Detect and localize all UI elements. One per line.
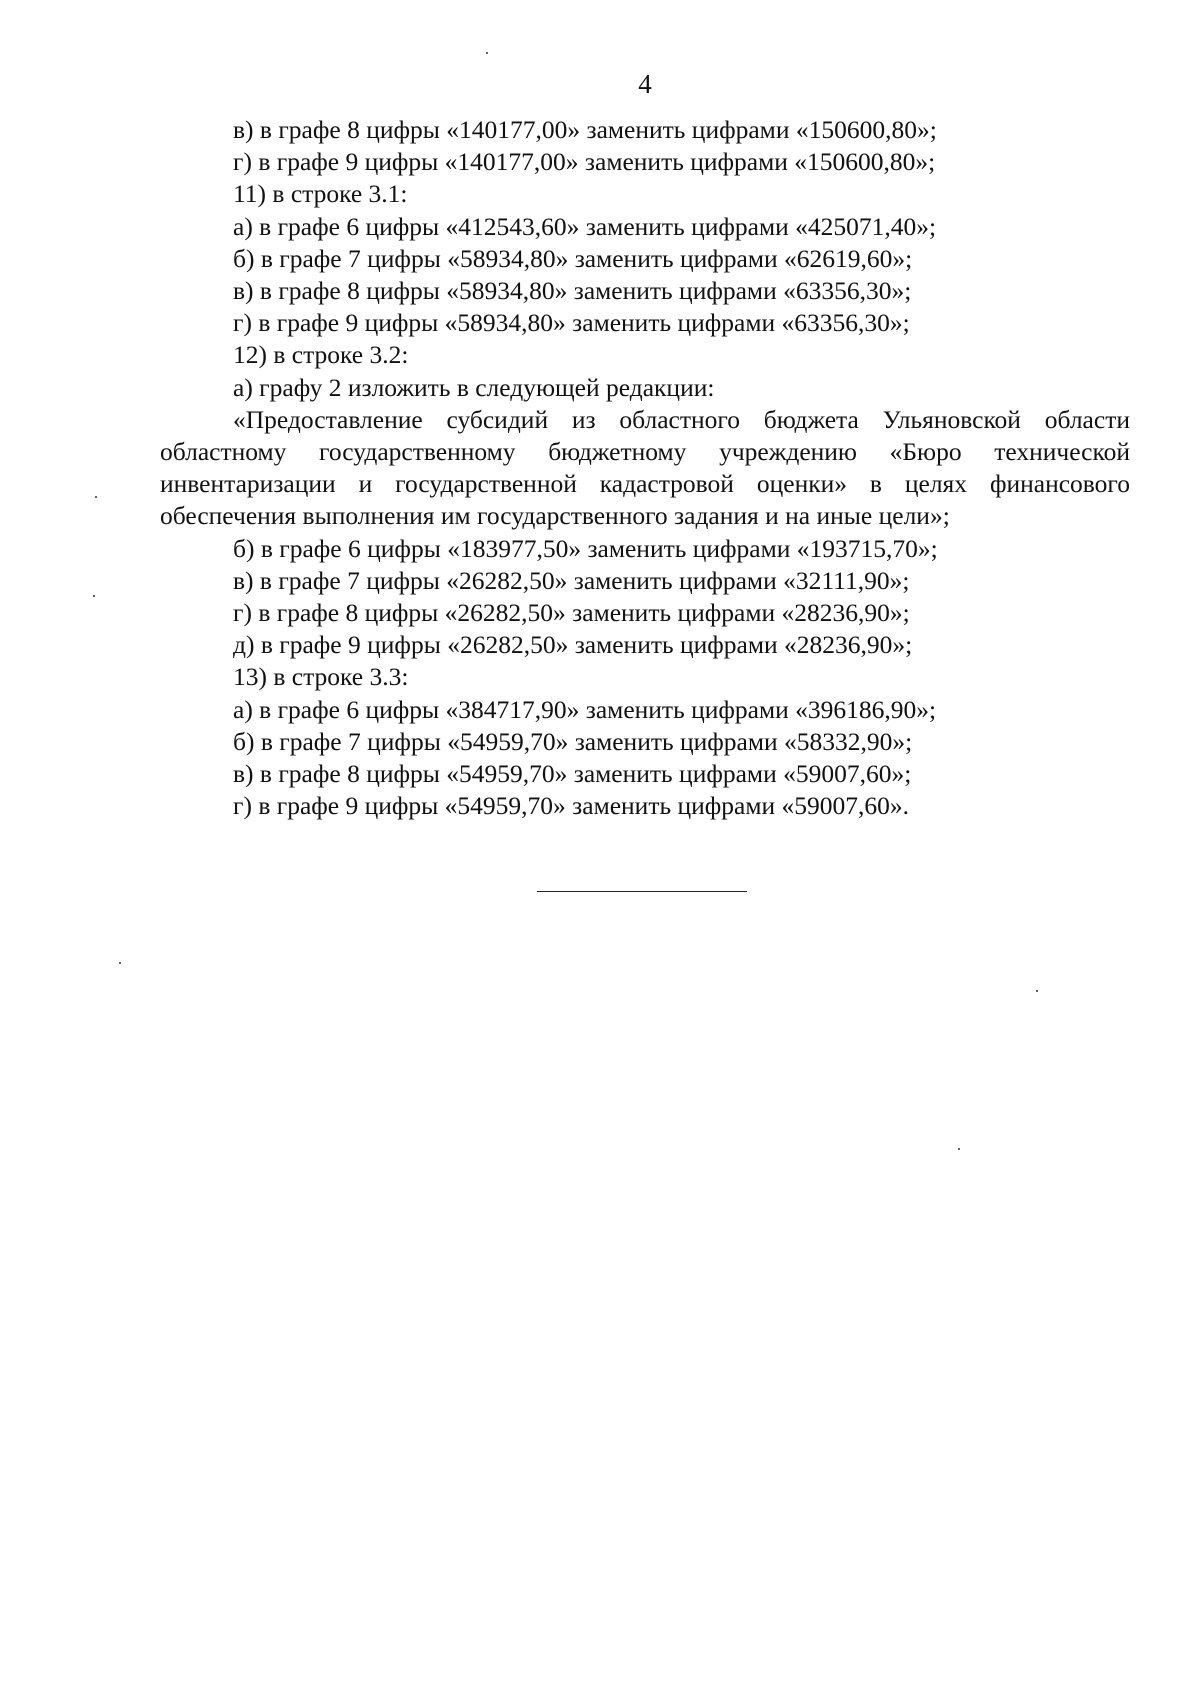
scan-speck (1036, 990, 1038, 992)
scan-speck (93, 595, 95, 597)
amendment-line: в) в графе 8 цифры «54959,70» заменить цифрами «59007,60»; (233, 759, 912, 789)
amendment-line: г) в графе 8 цифры «26282,50» заменить цифрами «28236,90»; (233, 598, 910, 628)
amendment-line: д) в графе 9 цифры «26282,50» заменить цифрами «28236,90»; (233, 630, 913, 660)
scan-speck (486, 52, 488, 54)
scan-speck (95, 496, 97, 498)
document-body (160, 114, 1130, 822)
amendment-line: б) в графе 7 цифры «58934,80» заменить цифрами «62619,60»; (233, 243, 913, 273)
amendment-line: а) в графе 6 цифры «384717,90» заменить цифрами «396186,90»; (233, 694, 937, 724)
amendment-line: г) в графе 9 цифры «140177,00» заменить цифрами «150600,80»; (233, 147, 936, 177)
amendment-line: в) в графе 7 цифры «26282,50» заменить цифрами «32111,90»; (233, 565, 910, 595)
amendment-line: г) в графе 9 цифры «54959,70» заменить цифрами «59007,60». (233, 791, 910, 821)
section-heading-12: 12) в строке 3.2: (233, 340, 409, 370)
quoted-paragraph: «Предоставление субсидий из областного бюджета Ульяновской области областному государственному бюджетному учреждению «Бюро технической инвентаризации и государственной кадастровой оценки» в целях финансового обеспечения выполнения им государственного задания и на иные цели»; (160, 404, 1130, 531)
scan-speck (958, 1148, 960, 1150)
section-heading-11: 11) в строке 3.1: (233, 179, 408, 209)
amendment-line: в) в графе 8 цифры «58934,80» заменить цифрами «63356,30»; (233, 276, 912, 306)
amendment-line: а) в графе 6 цифры «412543,60» заменить цифрами «425071,40»; (233, 211, 937, 241)
amendment-line: б) в графе 6 цифры «183977,50» заменить цифрами «193715,70»; (233, 533, 938, 563)
end-divider (537, 891, 747, 892)
section-heading-13: 13) в строке 3.3: (233, 662, 409, 692)
amendment-line: а) графу 2 изложить в следующей редакции: (233, 372, 715, 402)
page-number: 4 (638, 69, 652, 99)
amendment-line: г) в графе 9 цифры «58934,80» заменить цифрами «63356,30»; (233, 308, 910, 338)
scan-speck (119, 962, 121, 964)
amendment-line: б) в графе 7 цифры «54959,70» заменить цифрами «58332,90»; (233, 726, 913, 756)
amendment-line: в) в графе 8 цифры «140177,00» заменить цифрами «150600,80»; (233, 115, 937, 144)
